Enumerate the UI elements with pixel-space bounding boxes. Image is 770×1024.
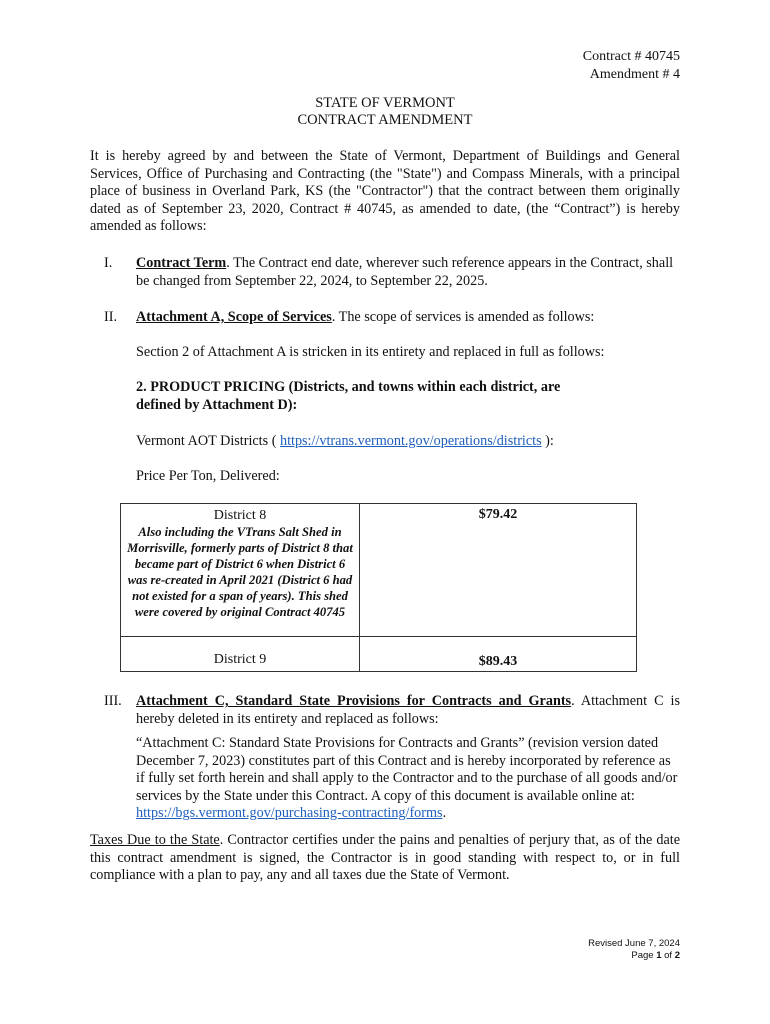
section-1-number: I. xyxy=(104,255,113,271)
section-2-number: II. xyxy=(104,309,117,325)
revision-date: Revised June 7, 2024 xyxy=(588,938,680,949)
contract-header xyxy=(583,48,680,84)
title-line-2: CONTRACT AMENDMENT xyxy=(297,112,473,128)
section-2-body xyxy=(136,309,680,327)
contract-number: Contract # 40745 xyxy=(582,49,680,64)
section-2-heading: Attachment A, Scope of Services xyxy=(136,309,332,325)
district-note: Also including the VTrans Salt Shed in Morrisville, formerly parts of District 8 that became part of District 6 when District 6 was re-created in April 2021 (District 6 had not existed for a span of years). This shed were covered by original Contract 40745 xyxy=(127,525,353,619)
section-2-text: . The scope of services is amended as follows: xyxy=(331,309,595,325)
table-row xyxy=(121,637,637,672)
page-total: 2 xyxy=(674,950,680,961)
districts-link[interactable]: https://vtrans.vermont.gov/operations/districts xyxy=(279,433,542,449)
bgs-forms-link[interactable]: https://bgs.vermont.gov/purchasing-contracting/forms xyxy=(136,805,443,821)
price-value: $89.43 xyxy=(478,654,518,669)
amendment-number: Amendment # 4 xyxy=(589,67,680,82)
price-per-ton-label: Price Per Ton, Delivered: xyxy=(136,468,280,484)
section-1-body xyxy=(136,255,680,290)
document-title xyxy=(0,95,770,129)
attachment-c-text: “Attachment C: Standard State Provisions for Contracts and Grants” (revision version dated December 7, 2023) constitutes part of this Contract and is hereby incorporated by reference as if fully set forth herein and shall apply to the Contractor and to the purchase of all goods and/or services by the State under this Contract. A copy of this document is available online at: xyxy=(136,735,678,804)
price-table xyxy=(120,503,637,672)
district-cell xyxy=(121,637,360,672)
section-3-number: III. xyxy=(104,693,122,709)
district-name: District 8 xyxy=(213,508,267,523)
districts-prefix: Vermont AOT Districts ( xyxy=(136,433,280,449)
page-number xyxy=(588,950,680,962)
attachment-c-quote xyxy=(136,735,680,823)
district-cell xyxy=(121,504,360,637)
price-cell xyxy=(360,637,637,672)
taxes-heading: Taxes Due to the State xyxy=(90,832,220,848)
page-of: of xyxy=(661,950,675,961)
taxes-text: . Contractor certifies under the pains and penalties of perjury that, as of the date this contract amendment is signed, the Contractor is in good standing with respect to, or in full compliance with a plan to pay, any and all taxes due the State of Vermont. xyxy=(90,832,680,883)
section-1-heading: Contract Term xyxy=(136,255,227,271)
districts-suffix: ): xyxy=(541,433,554,449)
section-3-body xyxy=(136,693,680,728)
district-name: District 9 xyxy=(213,652,267,667)
product-pricing-heading: 2. PRODUCT PRICING (Districts, and towns within each district, are defined by Attachment D): xyxy=(136,379,561,413)
intro-paragraph: It is hereby agreed by and between the State of Vermont, Department of Buildings and General Services, Office of Purchasing and Contracting (the "State") and Compass Minerals, with a principal place of business in Overland Park, KS (the "Contractor") that the contract between them originally dated as of September 23, 2020, Contract # 40745, as amended to date, (the “Contract”) is hereby amended as follows: xyxy=(90,148,680,234)
section-3-heading: Attachment C, Standard State Provisions for Contracts and Grants xyxy=(136,693,572,709)
page-prefix: Page xyxy=(631,950,657,961)
price-value: $79.42 xyxy=(478,507,518,522)
districts-line xyxy=(136,433,680,451)
section-3-text: . Attachment C is hereby deleted in its entirety and replaced as follows: xyxy=(136,693,681,727)
taxes-paragraph xyxy=(90,832,680,885)
price-cell xyxy=(360,504,637,637)
section-1-text: . The Contract end date, wherever such reference appears in the Contract, shall be changed from September 22, 2024, to September 22, 2025. xyxy=(136,255,674,289)
table-row xyxy=(121,504,637,637)
page-current: 1 xyxy=(656,950,662,961)
link-period: . xyxy=(442,805,447,821)
section-2-paragraph-1: Section 2 of Attachment A is stricken in its entirety and replaced in full as follows: xyxy=(136,344,605,360)
title-line-1: STATE OF VERMONT xyxy=(315,95,455,111)
page-footer xyxy=(588,938,680,962)
